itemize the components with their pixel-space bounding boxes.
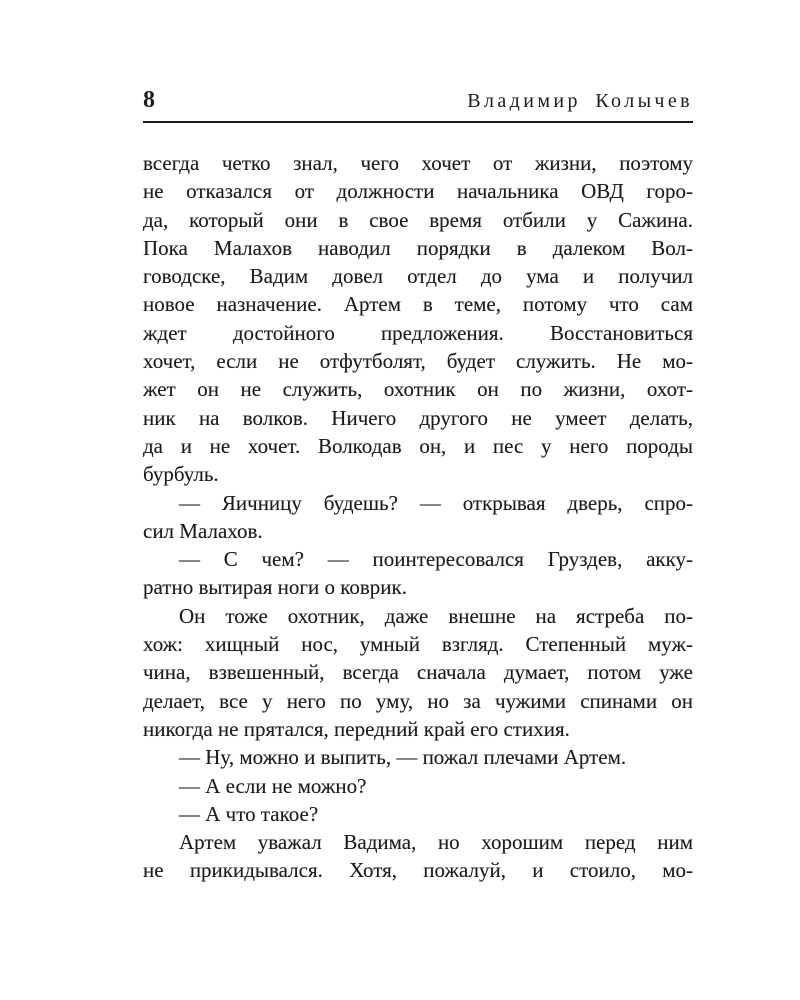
body-text <box>143 149 693 885</box>
page-number: 8 <box>143 87 155 113</box>
text-line: не отказался от должности начальника ОВД горо- <box>143 179 693 204</box>
running-header-author: Владимир Колычев <box>467 90 693 112</box>
text-line: Артем уважал Вадима, но хорошим перед ним <box>179 830 693 855</box>
text-line: делает, все у него по уму, но за чужими спинами он <box>143 688 693 713</box>
running-header <box>143 88 693 123</box>
text-line: да и не хочет. Волкодав он, и пес у него породы <box>143 433 693 458</box>
text-line: сил Малахов. <box>143 518 263 543</box>
text-line: хочет, если не отфутболят, будет служить. Не мо- <box>143 349 693 374</box>
text-line: никогда не прятался, передний край его стихия. <box>143 716 570 741</box>
text-line: новое назначение. Артем в теме, потому что сам <box>143 292 693 317</box>
text-line: ждет достойного предложения. Восстановиться <box>143 320 693 345</box>
text-line: Он тоже охотник, даже внешне на ястреба по- <box>179 603 693 628</box>
text-line: — Ну, можно и выпить, — пожал плечами Артем. <box>179 745 627 770</box>
text-line: хож: хищный нос, умный взгляд. Степенный муж- <box>143 632 693 657</box>
text-line: бурбуль. <box>143 462 219 487</box>
text-line: ник на волков. Ничего другого не умеет делать, <box>143 405 693 430</box>
text-line: всегда четко знал, чего хочет от жизни, поэтому <box>143 151 693 175</box>
text-line: не прикидывался. Хотя, пожалуй, и стоило, мо- <box>143 858 693 883</box>
text-line: Пока Малахов наводил порядки в далеком Вол- <box>143 235 693 260</box>
text-line: ратно вытирая ноги о коврик. <box>143 575 407 600</box>
text-line: жет он не служить, охотник он по жизни, охот- <box>143 377 693 402</box>
text-line: — А если не можно? <box>179 773 367 798</box>
text-line: говодске, Вадим довел отдел до ума и получил <box>143 264 693 289</box>
book-page <box>143 88 693 885</box>
text-line: — А что такое? <box>179 801 319 826</box>
text-line: — С чем? — поинтересовался Груздев, акку- <box>179 547 693 572</box>
text-line: да, который они в свое время отбили у Сажина. <box>143 207 693 232</box>
text-line: — Яичницу будешь? — открывая дверь, спро- <box>179 490 693 515</box>
text-line: чина, взвешенный, всегда сначала думает, потом уже <box>143 660 693 685</box>
